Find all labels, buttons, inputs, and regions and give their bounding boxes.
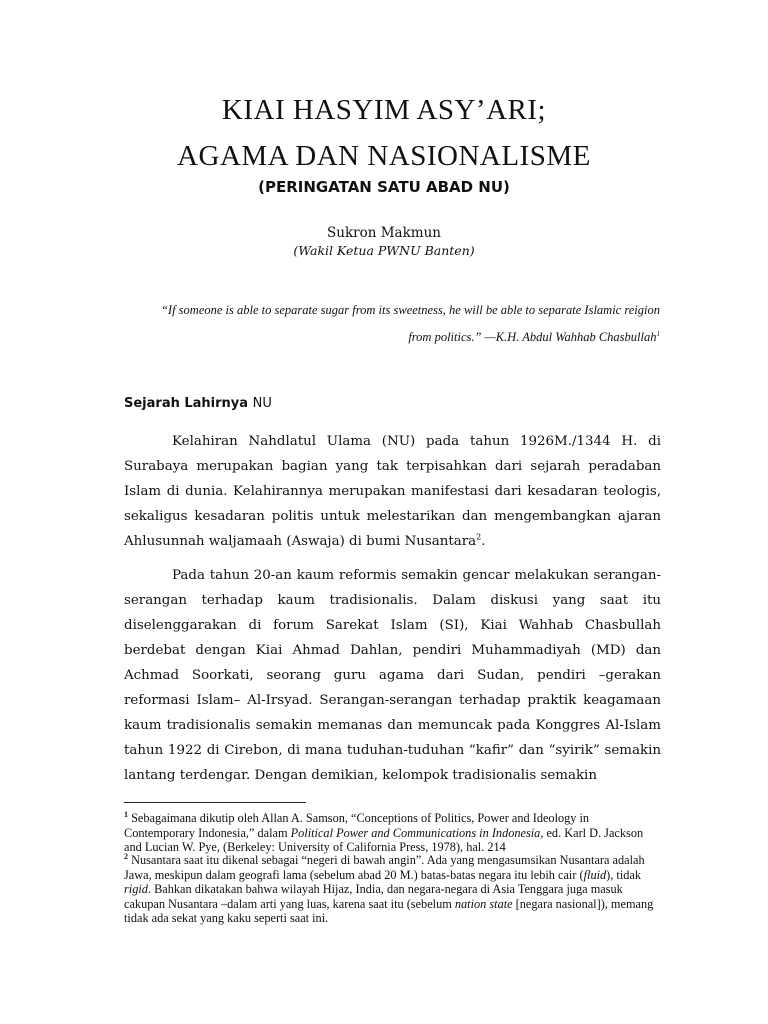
footnote-2-term-fluid: fluid bbox=[583, 867, 607, 882]
epigraph-text: “If someone is able to separate sugar from its sweetness, he will be able to separate Islamic reigion from politics.” —K.H. Abdul Wahhab Chasbullah bbox=[160, 303, 660, 345]
footnote-2-text-a: Nusantara saat itu dikenal sebagai “negeri di bawah angin”. Ada yang mengasumsikan Nusantara adalah Jawa, meskipun dalam geografi lama (sebelum abad 20 M.) batas-batas negara itu lebih cair ( bbox=[124, 853, 645, 882]
footnote-1-text-a: Sebagaimana dikutip oleh Allan A. Samson, “Conceptions of Politics, Power and Ideology in Contemporary Indonesia,” dalam bbox=[124, 811, 590, 840]
body-paragraph-2 bbox=[124, 563, 661, 788]
footnote-1-text-b: , ed. Karl D. Jackson and Lucian W. Pye, (Berkeley: University of California Press, 1978), hal. 214 bbox=[124, 825, 644, 855]
footnote-2 bbox=[124, 853, 661, 926]
body-paragraph-1 bbox=[124, 429, 661, 554]
epigraph-quote bbox=[140, 298, 660, 349]
paragraph-1-text: Kelahiran Nahdlatul Ulama (NU) pada tahun 1926M./1344 H. di Surabaya merupakan bagian yang tak terpisahkan dari sejarah peradaban Islam di dunia. Kelahirannya merupakan manifestasi dari kesadaran teologis, sekaligus kesadaran politis untuk melestarikan dan mengembangkan ajaran Ahlusunnah waljamaah (Aswaja) di bumi Nusantara bbox=[124, 434, 661, 549]
author-affiliation: (Wakil Ketua PWNU Banten) bbox=[293, 243, 475, 258]
footnote-2-text-d: [negara nasional]), memang tidak ada sekat yang kaku seperti saat ini. bbox=[124, 896, 654, 926]
subtitle: (PERINGATAN SATU ABAD NU) bbox=[258, 178, 510, 196]
footnote-2-number: 2 bbox=[124, 851, 128, 861]
footnote-1-number: 1 bbox=[124, 809, 128, 819]
title-line-2: AGAMA DAN NASIONALISME bbox=[177, 140, 591, 172]
footnote-separator bbox=[124, 802, 306, 803]
paragraph-2-text: Pada tahun 20-an kaum reformis semakin gencar melakukan serangan-serangan terhadap kaum tradisionalis. Dalam diskusi yang saat itu diselenggarakan di forum Sarekat Islam (SI), Kiai Wahhab Chasbullah berdebat dengan Kiai Ahmad Dahlan, pendiri Muhammadiyah (MD) dan Achmad Soorkati, seorang guru agama dari Sudan, pendiri –gerakan reformasi Islam– Al-Irsyad. Serangan-serangan terhadap praktik keagamaan kaum tradisionalis semakin memanas dan memuncak pada Konggres Al-Islam tahun 1922 di Cirebon, di mana tuduhan-tuduhan “kafir” dan “syirik” semakin lantang terdengar. Dengan demikian, kelompok tradisionalis semakin bbox=[124, 568, 661, 783]
footnote-1 bbox=[124, 811, 661, 855]
footnote-2-term-nation-state: nation state bbox=[454, 896, 513, 911]
footnote-2-text-b: ), tidak bbox=[606, 867, 641, 882]
paragraph-1-footnote-ref: 2 bbox=[476, 532, 482, 542]
paragraph-1-end: . bbox=[481, 534, 486, 549]
section-heading bbox=[124, 396, 272, 411]
title-line-1: KIAI HASYIM ASY’ARI; bbox=[221, 94, 547, 126]
section-heading-suffix: NU bbox=[252, 396, 272, 411]
footnote-2-text-c: . Bahkan dikatakan bahwa wilayah Hijaz, India, dan negara-negara di Asia Tenggara juga masuk cakupan Nusantara –dalam arti yang luas, karena saat itu (sebelum bbox=[124, 882, 623, 911]
epigraph-footnote-ref: 1 bbox=[656, 330, 660, 338]
footnote-2-term-rigid: rigid bbox=[124, 882, 148, 897]
footnote-1-book-title: Political Power and Communications in Indonesia bbox=[290, 825, 541, 840]
section-heading-text: Sejarah Lahirnya bbox=[124, 396, 249, 411]
author-name: Sukron Makmun bbox=[327, 225, 441, 241]
